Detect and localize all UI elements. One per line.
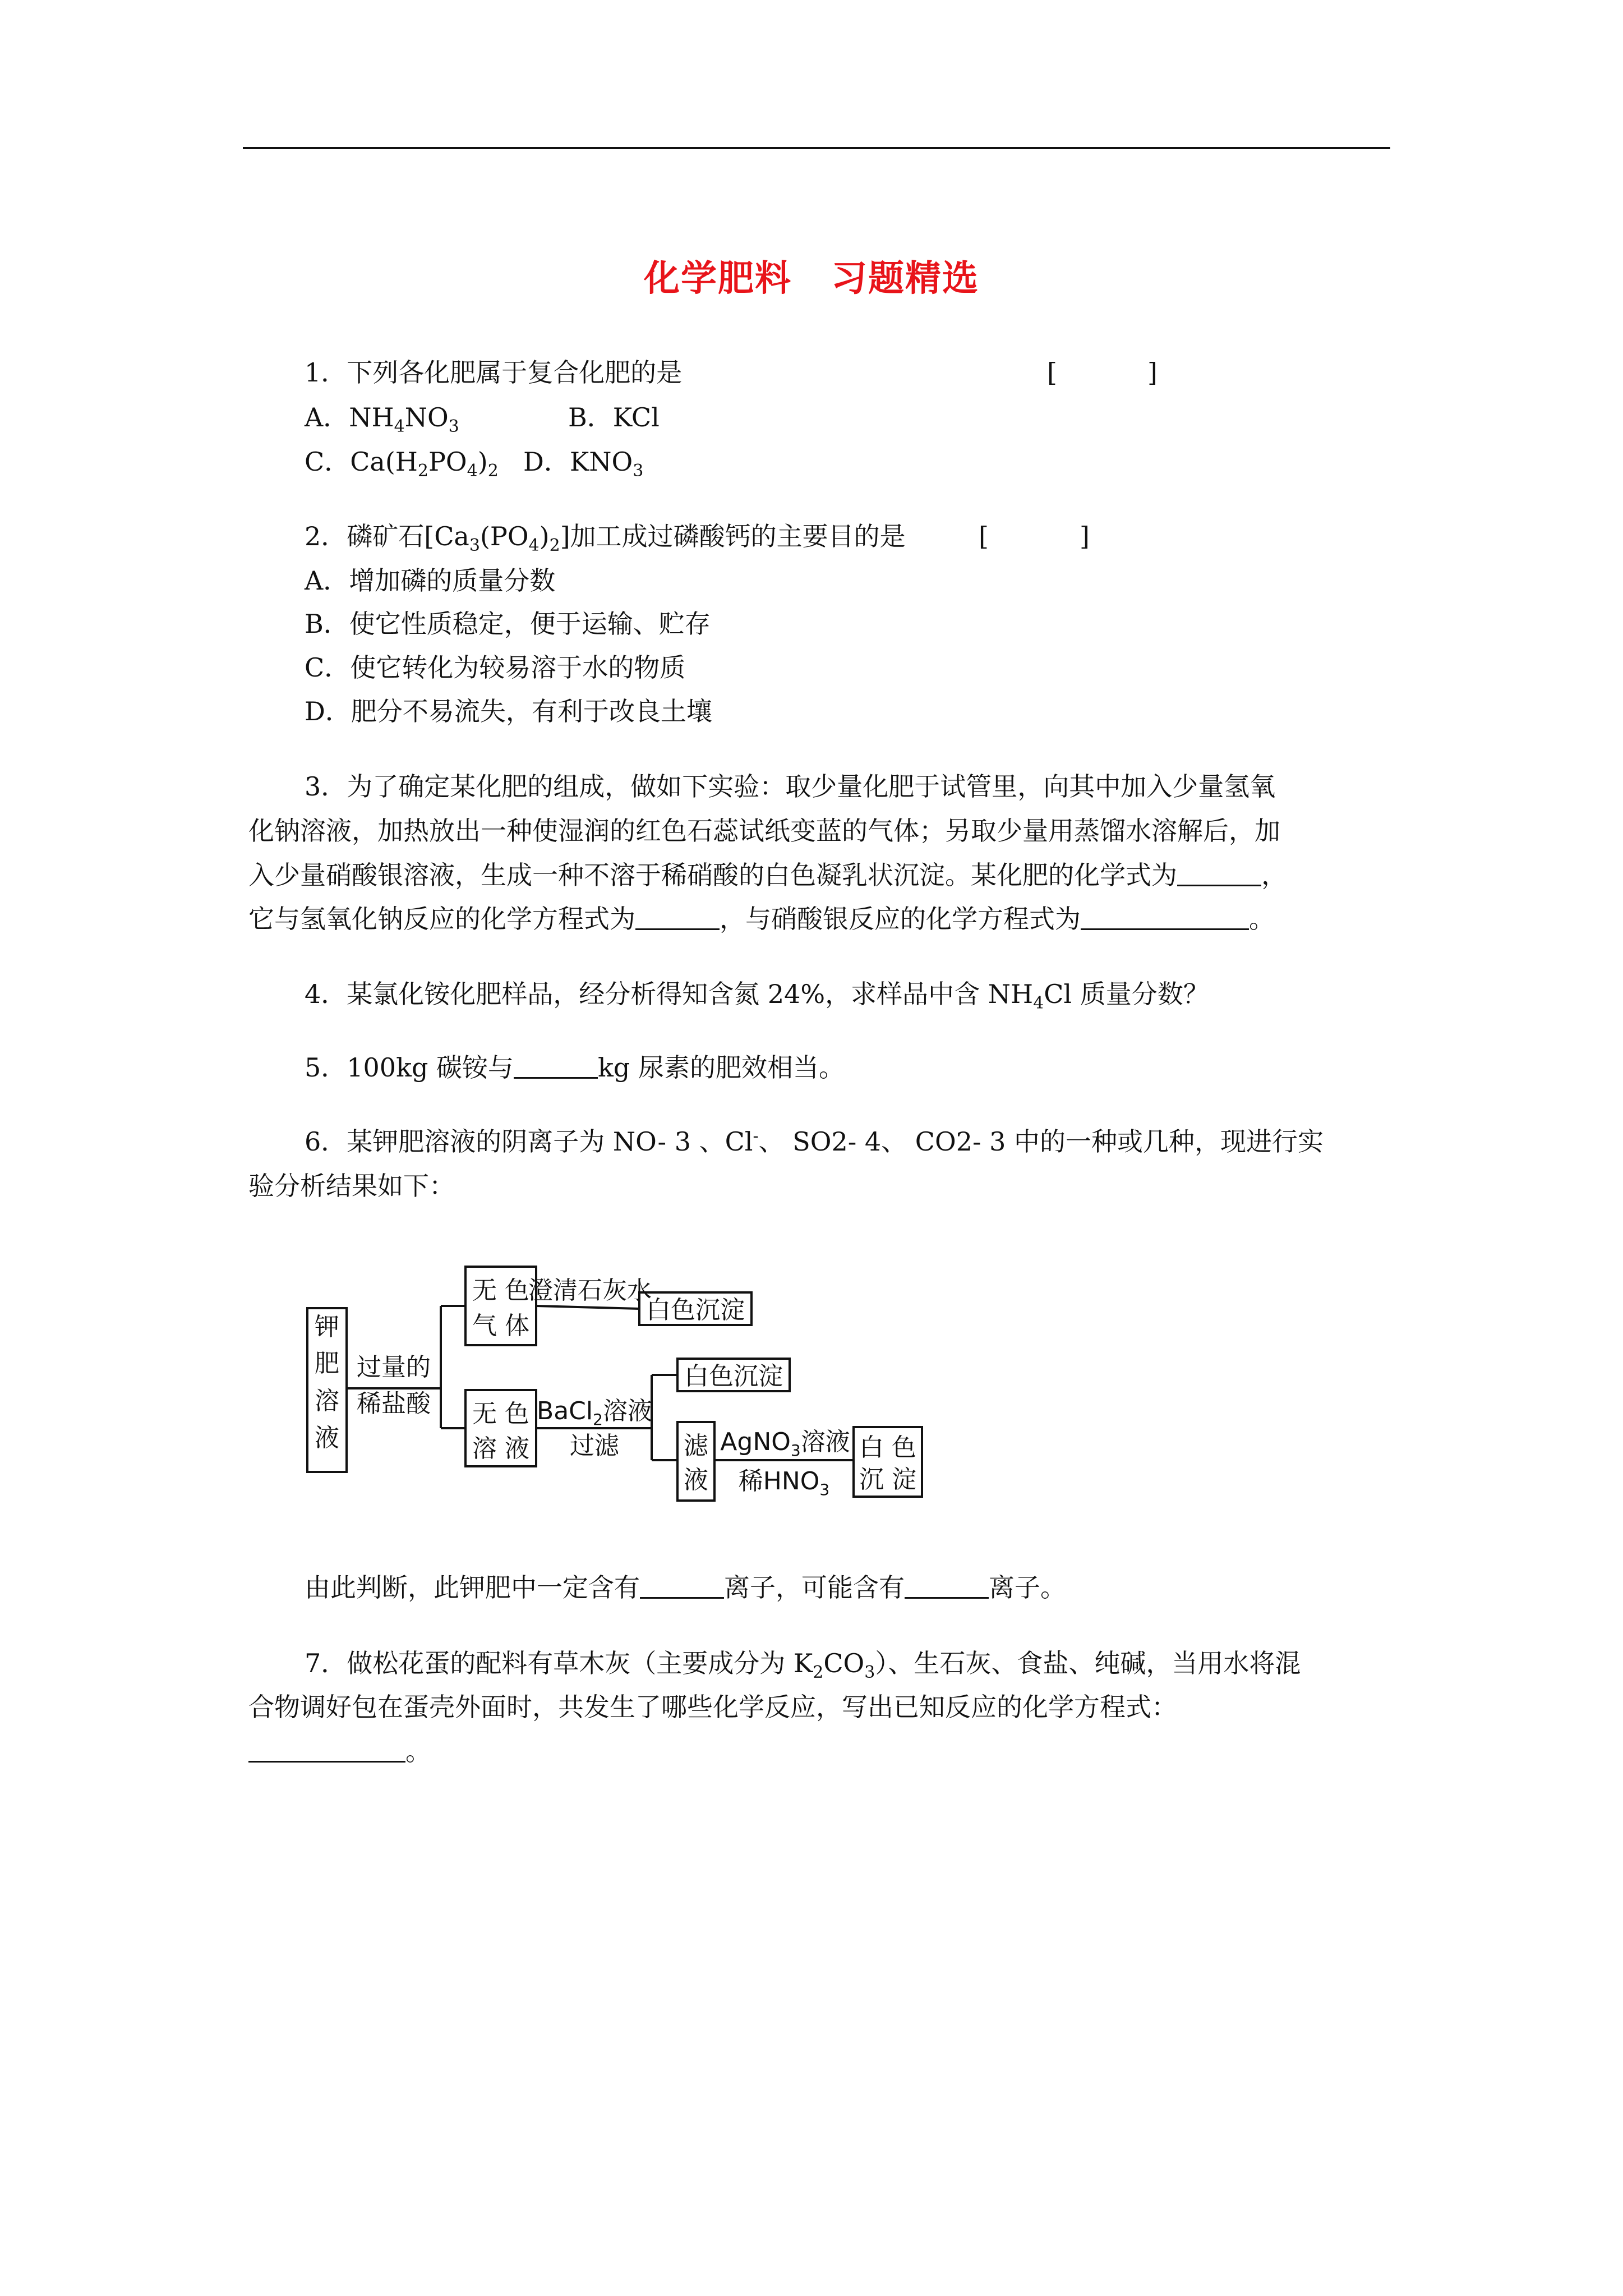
flow-limewater-label: 澄清石灰水 [528,1276,652,1305]
flow-start-char: 液 [315,1424,339,1452]
q5-text: 5．100kg 碳铵与 kg 尿素的肥效相当。 [305,1052,845,1083]
flow-gas-top: 无 色 [472,1276,529,1305]
q2-option-a: A．增加磷的质量分数 [305,565,556,596]
flow-agno3-label: AgNO$_3$溶液 [720,1428,850,1460]
flow-start-char: 肥 [315,1349,339,1378]
q1-stem: 1．下列各化肥属于复合化肥的是 [305,357,683,388]
flow-bacl2-label: BaCl$_2$溶液 [537,1397,652,1429]
q1-option-c: C．$Ca(H_2PO_4)_2$ [305,447,499,481]
flow-final-top: 白 色 [859,1433,916,1462]
flow-solution-top: 无 色 [472,1400,529,1428]
q2-option-b: B．使它性质稳定，便于运输、贮存 [305,609,711,639]
q1-option-b: B．KCl [568,402,660,432]
page-title: 化学肥料 习题精选 [644,257,979,300]
flow-filtrate-bottom: 液 [684,1466,708,1494]
header-rule [243,147,1390,149]
answer-blank[interactable] [248,1738,405,1763]
flow-start-char: 溶 [315,1387,339,1415]
flow-final-bottom: 沉 淀 [859,1465,916,1494]
q2-option-c: C．使它转化为较易溶于水的物质 [305,652,686,683]
flow-white-ppt-2: 白色沉淀 [684,1362,783,1391]
q3-line-3: 入少量硝酸银溶液，生成一种不溶于稀硝酸的白色凝乳状沉淀。某化肥的化学式为 ， [248,860,1287,890]
flow-gas-bottom: 气 体 [472,1312,529,1340]
answer-blank[interactable] [905,1575,989,1599]
flow-filter-label: 过滤 [570,1432,619,1460]
q6-line-1: 6．某钾肥溶液的阴离子为 NO- 3 、Cl-、 SO2- 4、 CO2- 3 中的一种或几种，现进行实 [305,1126,1324,1157]
q2-stem: 2．磷矿石$[Ca_3(PO_4)_2]$加工成过磷酸钙的主要目的是 [305,521,906,555]
q7-line-2: 合物调好包在蛋壳外面时，共发生了哪些化学反应，写出已知反应的化学方程式： [248,1692,1177,1722]
q1-option-d: D．$KNO_3$ [523,447,644,481]
q2-bracket-open: [ [979,521,989,551]
flow-filtrate-top: 滤 [684,1432,708,1460]
q1-bracket-open: [ [1047,357,1057,388]
q6-conclusion: 由此判断，此钾肥中一定含有 离子，可能含有 离子。 [305,1572,1066,1603]
q3-line-1: 3．为了确定某化肥的组成，做如下实验：取少量化肥于试管里，向其中加入少量氢氧 [305,771,1276,802]
q3-line-2: 化钠溶液，加热放出一种使湿润的红色石蕊试纸变蓝的气体；另取少量用蒸馏水溶解后，加 [248,816,1280,846]
answer-blank[interactable] [1177,862,1261,886]
q7-line-1: 7．做松花蛋的配料有草木灰（主要成分为 $K_2CO_3$）、生石灰、食盐、纯碱，当用水将混 [305,1648,1301,1682]
q1-bracket-close: ] [1147,357,1158,388]
q3-line-4: 它与氢氧化钠反应的化学方程式为 ，与硝酸银反应的化学方程式为 。 [248,904,1275,934]
flowchart [297,1251,948,1520]
q4-text: 4．某氯化铵化肥样品，经分析得知含氮 24%，求样品中含 $NH_4Cl$ 质量分数？ [305,979,1209,1013]
q7-line-3: 。 [248,1734,431,1768]
q2-bracket-close: ] [1080,521,1090,551]
q6-line-2: 验分析结果如下： [248,1171,455,1201]
answer-blank[interactable] [514,1055,598,1079]
flow-start-char: 钾 [315,1313,339,1341]
flow-acid-label-bottom: 稀盐酸 [357,1389,431,1418]
answer-blank[interactable] [1081,906,1249,930]
flow-acid-label-top: 过量的 [357,1353,431,1382]
flow-white-ppt-1: 白色沉淀 [646,1296,745,1324]
flow-solution-bottom: 溶 液 [472,1434,529,1463]
q2-option-d: D．肥分不易流失，有利于改良土壤 [305,696,712,726]
answer-blank[interactable] [635,906,720,930]
answer-blank[interactable] [640,1575,724,1599]
q1-option-a: A．$NH_4NO_3$ [305,402,459,436]
flow-hno3-label: 稀$HNO_3$ [738,1467,830,1499]
